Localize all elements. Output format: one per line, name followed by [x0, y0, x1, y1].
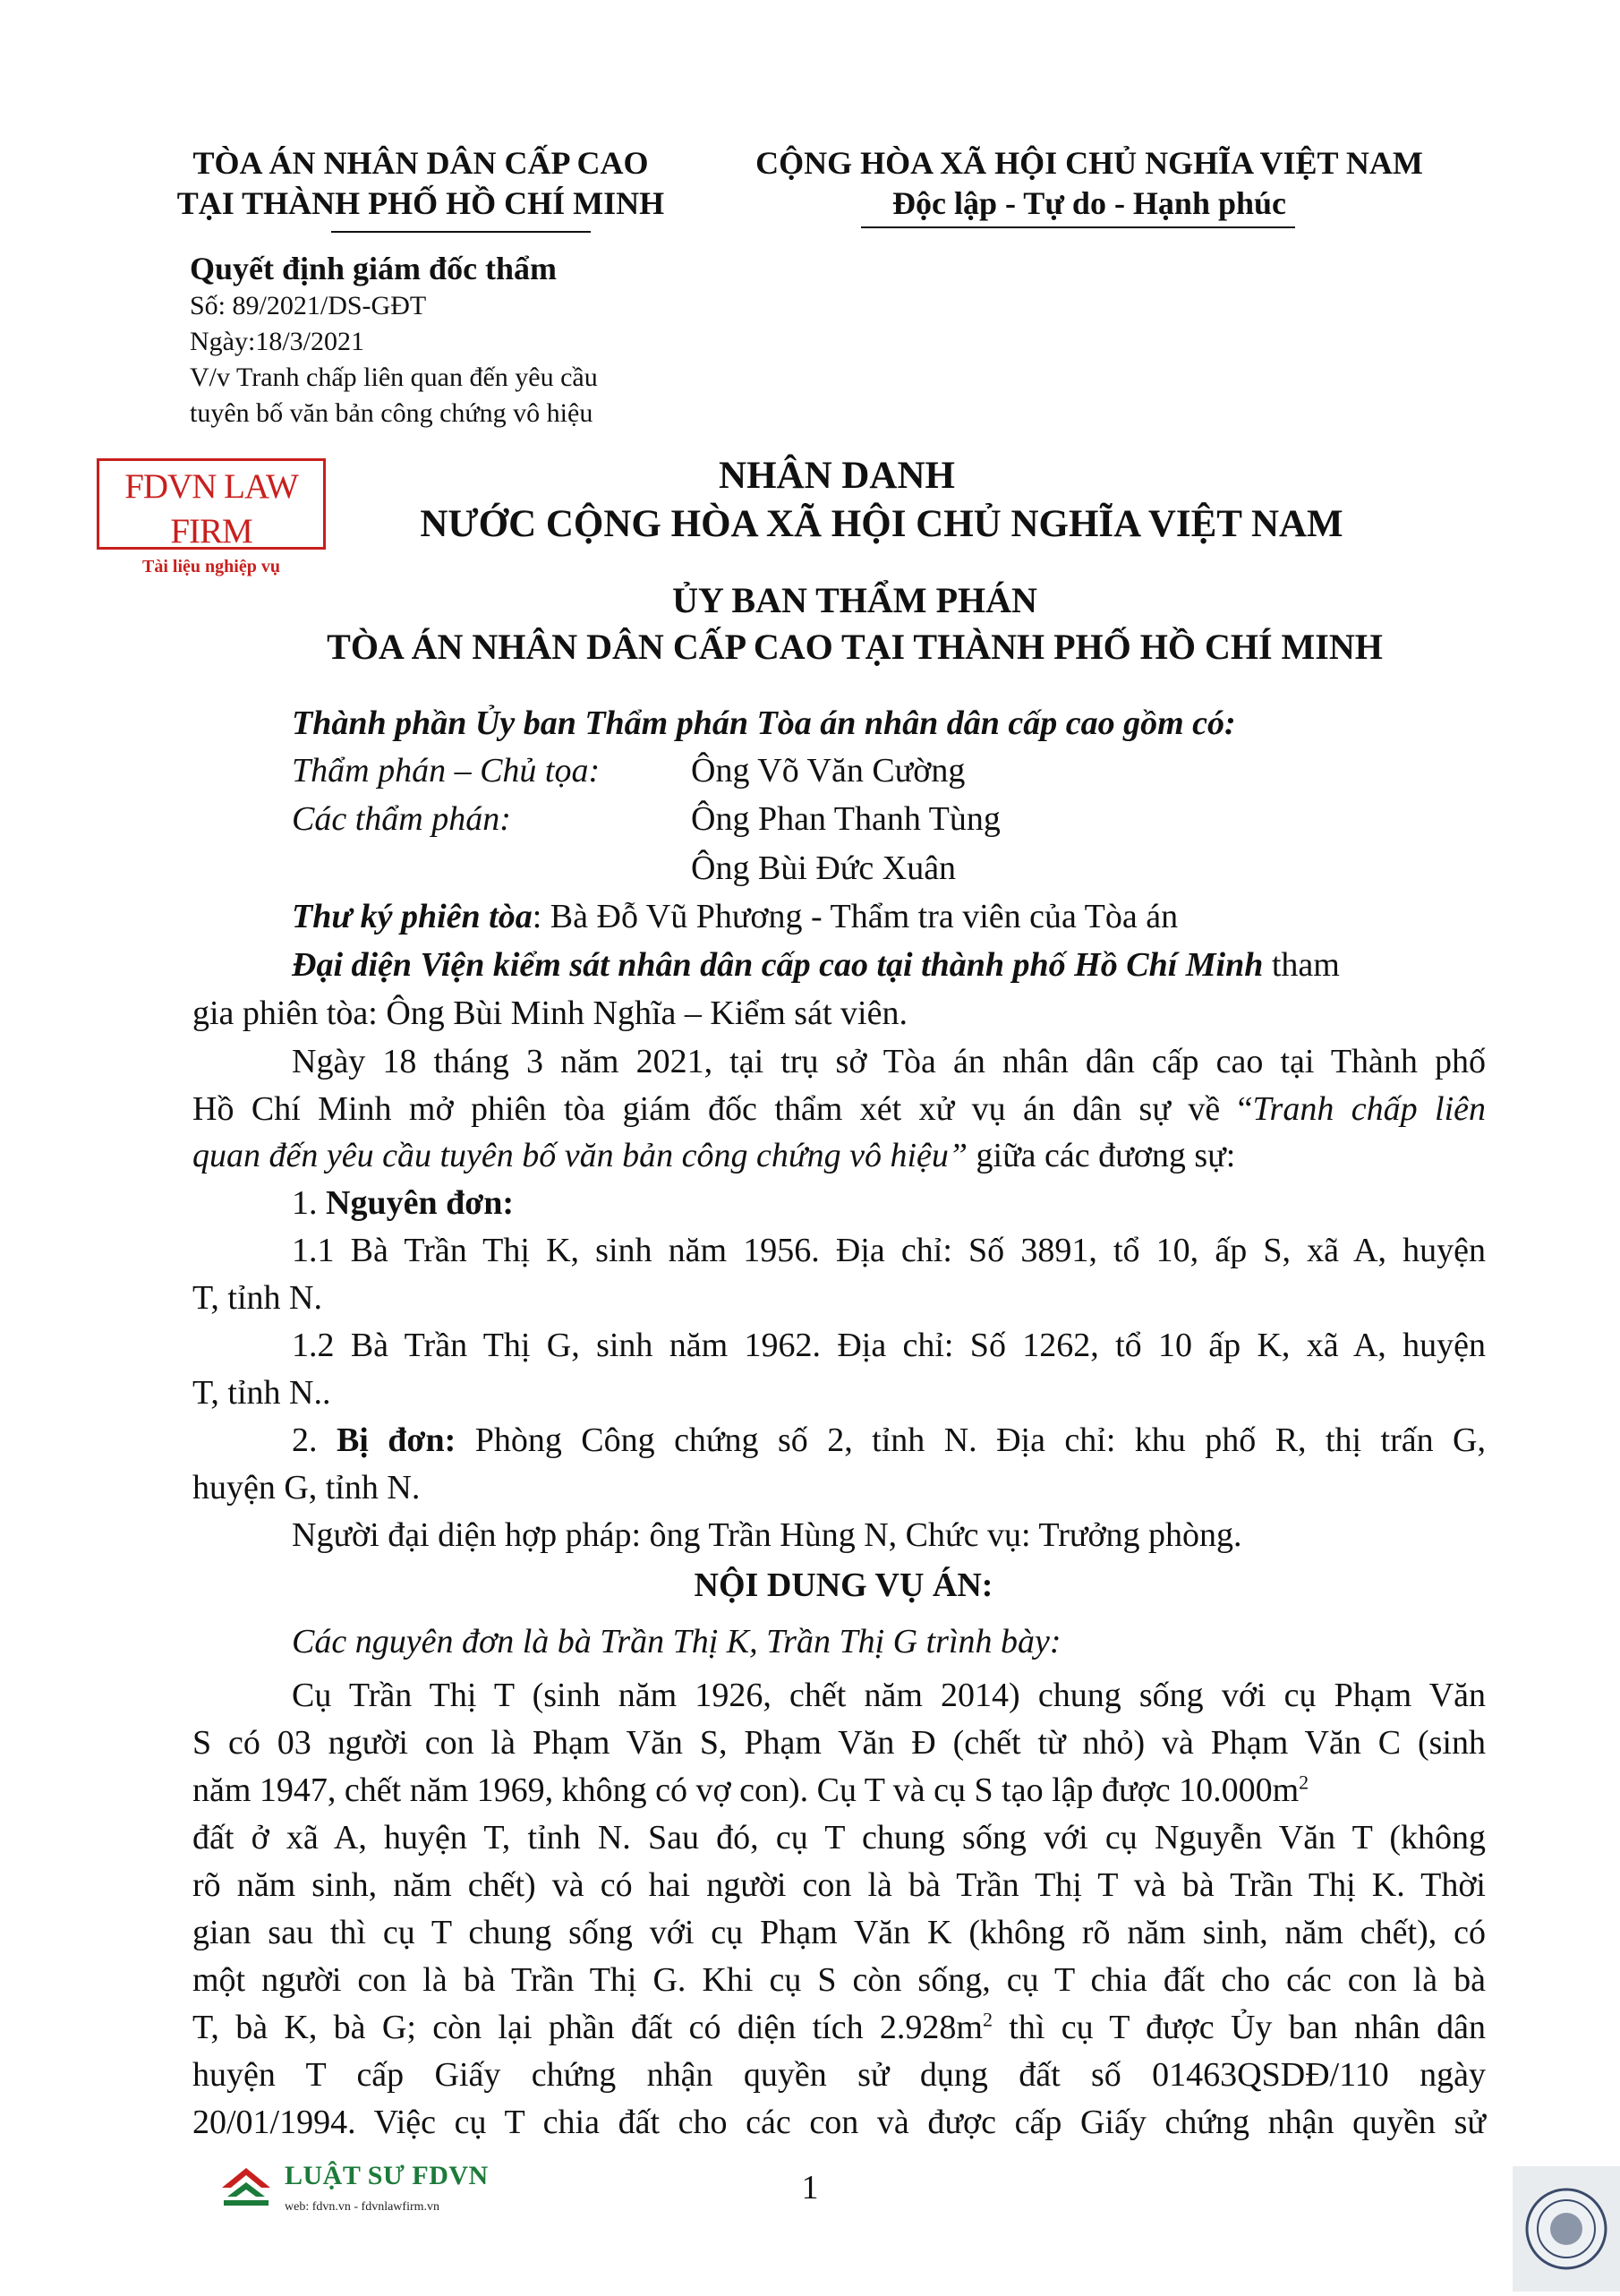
- stamp-name: FDVN LAW FIRM: [124, 467, 298, 551]
- plaintiff-num: 1.: [292, 1184, 326, 1222]
- content-line9: huyện T cấp Giấy chứng nhận quyền sử dụng đất số 01463QSDĐ/110 ngày: [192, 2056, 1486, 2094]
- prosecutor-line2: gia phiên tòa: Ông Bùi Minh Nghĩa – Kiểm sát viên.: [192, 994, 908, 1032]
- decision-title: Quyết định giám đốc thẩm: [190, 251, 558, 286]
- session-line1: Ngày 18 tháng 3 năm 2021, tại trụ sở Tòa án nhân dân cấp cao tại Thành phố: [292, 1043, 1486, 1080]
- page-number: 1: [801, 2169, 819, 2206]
- session-line3: [192, 1132, 1486, 1179]
- committee-heading: [0, 577, 1620, 670]
- decision-subject-line1: V/v Tranh chấp liên quan đến yêu cầu: [190, 363, 598, 392]
- decision-subject-line2: tuyên bố văn bản công chứng vô hiệu: [190, 398, 593, 428]
- content-line3-text: năm 1947, chết năm 1969, không có vợ con). Cụ T và cụ S tạo lập được 10.000m: [192, 1771, 1300, 1809]
- stamp-caption: Tài liệu nghiệp vụ: [142, 557, 280, 576]
- prosecutor-tail: tham: [1263, 946, 1340, 984]
- plaintiff-1-line1: 1.1 Bà Trần Thị K, sinh năm 1956. Địa chỉ: Số 3891, tổ 10, ấp S, xã A, huyện: [292, 1232, 1486, 1269]
- presiding-name: Ông Võ Văn Cường: [691, 752, 966, 790]
- content-line7: một người con là bà Trần Thị G. Khi cụ S còn sống, cụ T chia đất cho các con là bà: [192, 1961, 1486, 1999]
- court-seal-icon: [1513, 2166, 1620, 2292]
- content-line8-text: T, bà K, bà G; còn lại phần đất có diện tích 2.928m: [192, 2009, 983, 2046]
- session-case-type-cont: quan đến yêu cầu tuyên bố văn bản công chứng vô hiệu”: [192, 1137, 968, 1174]
- content-line5: rõ năm sinh, năm chết) và có hai người con là bà Trần Thị T và bà Trần Thị K. Thời: [192, 1866, 1486, 1904]
- defendant-detail: Phòng Công chứng số 2, tỉnh N. Địa chỉ: khu phố R, thị trấn G,: [456, 1421, 1486, 1459]
- judge-1: Ông Phan Thanh Tùng: [691, 800, 1001, 838]
- nation-line2: Độc lập - Tự do - Hạnh phúc: [891, 185, 1287, 221]
- content-line8-tail: thì cụ T được Ủy ban nhân dân: [992, 2009, 1486, 2046]
- content-line1: Cụ Trần Thị T (sinh năm 1926, chết năm 2014) chung sống với cụ Phạm Văn: [292, 1677, 1486, 1714]
- content-line2: S có 03 người con là Phạm Văn S, Phạm Văn Đ (chết từ nhỏ) và Phạm Văn C (sinh: [192, 1724, 1486, 1762]
- heading-line3: ỦY BAN THẨM PHÁN: [672, 580, 1037, 620]
- superscript-2b: 2: [982, 2008, 993, 2031]
- superscript-2: 2: [1299, 1771, 1309, 1794]
- content-line3: [192, 1767, 1499, 1814]
- in-the-name-heading: [0, 452, 1620, 549]
- presiding-label: Thẩm phán – Chủ tọa:: [292, 752, 601, 790]
- decision-meta: [190, 249, 691, 431]
- panel-intro: Thành phần Ủy ban Thẩm phán Tòa án nhân dân cấp cao gồm có:: [292, 704, 1236, 742]
- decision-date: Ngày:18/3/2021: [190, 327, 364, 356]
- plaintiff-1-line2: T, tỉnh N.: [192, 1279, 322, 1317]
- prosecutor-line1: [292, 942, 1486, 988]
- logo-name: LUẬT SƯ FDVN: [285, 2161, 489, 2190]
- plaintiff-2-line1: 1.2 Bà Trần Thị G, sinh năm 1962. Địa chỉ: Số 1262, tổ 10 ấp K, xã A, huyện: [292, 1327, 1486, 1364]
- case-content-heading: NỘI DUNG VỤ ÁN:: [694, 1566, 993, 1604]
- content-line8: [192, 2004, 1486, 2051]
- session-line3-tail: giữa các đương sự:: [968, 1137, 1236, 1174]
- plaintiff-2-line2: T, tỉnh N..: [192, 1374, 331, 1412]
- content-line4: đất ở xã A, huyện T, tỉnh N. Sau đó, cụ T chung sống với cụ Nguyễn Văn T (không: [192, 1819, 1486, 1856]
- court-name: [152, 143, 689, 224]
- prosecutor-label: Đại diện Viện kiểm sát nhân dân cấp cao tại thành phố Hồ Chí Minh: [292, 946, 1264, 984]
- judge-2: Ông Bùi Đức Xuân: [691, 849, 957, 887]
- content-line6: gian sau thì cụ T chung sống với cụ Phạm Văn K (không rõ năm sinh, năm chết), có: [192, 1914, 1486, 1951]
- clerk-value: : Bà Đỗ Vũ Phương - Thẩm tra viên của Tòa án: [532, 898, 1179, 935]
- plaintiff-label: Nguyên đơn:: [326, 1184, 515, 1222]
- national-motto: [642, 143, 1537, 224]
- heading-line1: NHÂN DANH: [719, 455, 955, 497]
- nation-line1: CỘNG HÒA XÃ HỘI CHỦ NGHĨA VIỆT NAM: [755, 145, 1423, 181]
- clerk-line: [292, 893, 1585, 940]
- session-case-type: Tranh chấp liên: [1252, 1090, 1486, 1128]
- motto-underline: [861, 226, 1295, 228]
- heading-line2: NƯỚC CỘNG HÒA XÃ HỘI CHỦ NGHĨA VIỆT NAM: [420, 503, 1343, 545]
- representative-line: Người đại diện hợp pháp: ông Trần Hùng N, Chức vụ: Trưởng phòng.: [292, 1516, 1242, 1554]
- judges-label: Các thẩm phán:: [292, 800, 511, 838]
- defendant-label: Bị đơn:: [336, 1421, 456, 1459]
- case-content-subheading: Các nguyên đơn là bà Trần Thị K, Trần Thị G trình bày:: [292, 1623, 1062, 1660]
- plaintiff-heading: [292, 1180, 1585, 1226]
- session-line2-text: Hồ Chí Minh mở phiên tòa giám đốc thẩm xét xử vụ án dân sự về “: [192, 1090, 1253, 1128]
- defendant-num: 2.: [292, 1421, 337, 1459]
- decision-number: Số: 89/2021/DS-GĐT: [190, 291, 427, 320]
- content-line10: 20/01/1994. Việc cụ T chia đất cho các con và được cấp Giấy chứng nhận quyền sử: [192, 2104, 1486, 2141]
- defendant-line2: huyện G, tỉnh N.: [192, 1469, 421, 1506]
- session-line2: [192, 1086, 1486, 1132]
- heading-line4: TÒA ÁN NHÂN DÂN CẤP CAO TẠI THÀNH PHỐ HỒ CHÍ MINH: [327, 627, 1383, 667]
- clerk-label: Thư ký phiên tòa: [292, 898, 533, 935]
- seal-corner: [1513, 2166, 1620, 2292]
- logo-website: web: fdvn.vn - fdvnlawfirm.vn: [285, 2200, 440, 2214]
- court-name-line2: TẠI THÀNH PHỐ HỒ CHÍ MINH: [176, 185, 665, 221]
- defendant-line1: [292, 1417, 1486, 1464]
- court-name-line1: TÒA ÁN NHÂN DÂN CẤP CAO: [192, 145, 649, 181]
- court-underline: [331, 231, 591, 233]
